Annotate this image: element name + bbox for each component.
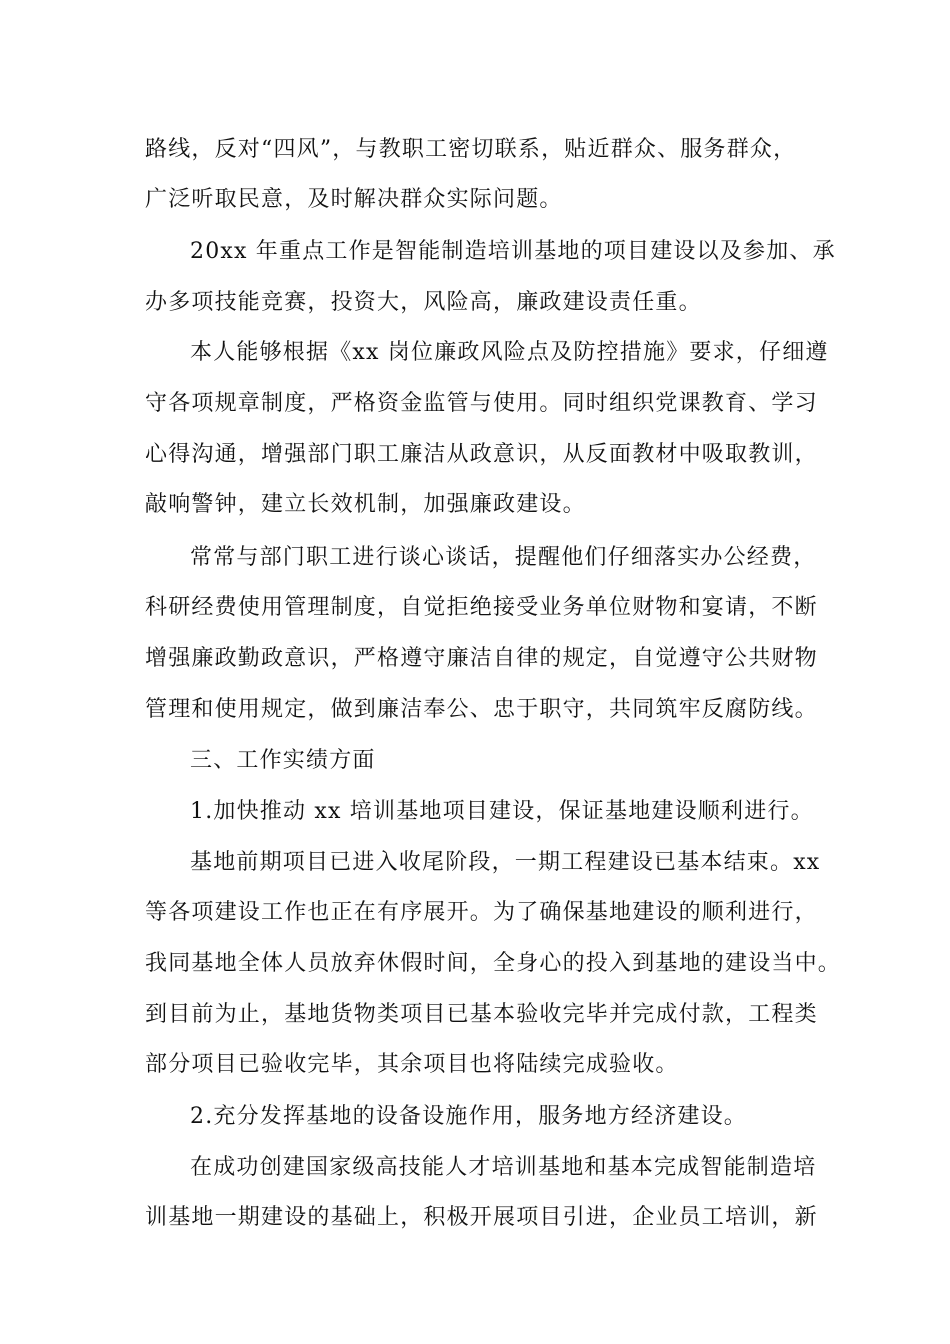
text-line: 守各项规章制度，严格资金监管与使用。同时组织党课教育、学习 — [145, 391, 818, 416]
text-line: 管理和使用规定，做到廉洁奉公、忠于职守，共同筑牢反腐防线。 — [145, 697, 818, 722]
text-line: 部分项目已验收完毕，其余项目也将陆续完成验收。 — [145, 1052, 679, 1077]
text-line: 基地前期项目已进入收尾阶段，一期工程建设已基本结束。xx — [190, 850, 821, 875]
text-line: 本人能够根据《xx 岗位廉政风险点及防控措施》要求，仔细遵 — [190, 340, 829, 365]
text-line: 常常与部门职工进行谈心谈话，提醒他们仔细落实办公经费， — [190, 545, 817, 570]
text-line: 办多项技能竞赛，投资大，风险高，廉政建设责任重。 — [145, 290, 702, 315]
text-line: 增强廉政勤政意识，严格遵守廉洁自律的规定，自觉遵守公共财物 — [145, 646, 818, 671]
text-line: 在成功创建国家级高技能人才培训基地和基本完成智能制造培 — [190, 1155, 817, 1180]
text-line: 心得沟通，增强部门职工廉洁从政意识，从反面教材中吸取教训， — [145, 442, 818, 467]
text-line: 20xx 年重点工作是智能制造培训基地的项目建设以及参加、承 — [190, 239, 836, 264]
text-line: 到目前为止，基地货物类项目已基本验收完毕并完成付款，工程类 — [145, 1002, 818, 1027]
section-heading: 三、工作实绩方面 — [190, 748, 376, 773]
subsection-heading: 1.加快推动 xx 培训基地项目建设，保证基地建设顺利进行。 — [190, 799, 814, 824]
text-line: 敲响警钟，建立长效机制，加强廉政建设。 — [145, 492, 586, 517]
text-line: 科研经费使用管理制度，自觉拒绝接受业务单位财物和宴请，不断 — [145, 595, 818, 620]
subsection-heading: 2.充分发挥基地的设备设施作用，服务地方经济建设。 — [190, 1104, 747, 1129]
text-line: 路线，反对“四风”，与教职工密切联系，贴近群众、服务群众， — [145, 137, 797, 162]
text-line: 我同基地全体人员放弃休假时间，全身心的投入到基地的建设当中。 — [145, 951, 842, 976]
text-line: 等各项建设工作也正在有序展开。为了确保基地建设的顺利进行， — [145, 900, 818, 925]
text-line: 广泛听取民意，及时解决群众实际问题。 — [145, 187, 563, 212]
text-line: 训基地一期建设的基础上，积极开展项目引进，企业员工培训，新 — [145, 1205, 818, 1230]
